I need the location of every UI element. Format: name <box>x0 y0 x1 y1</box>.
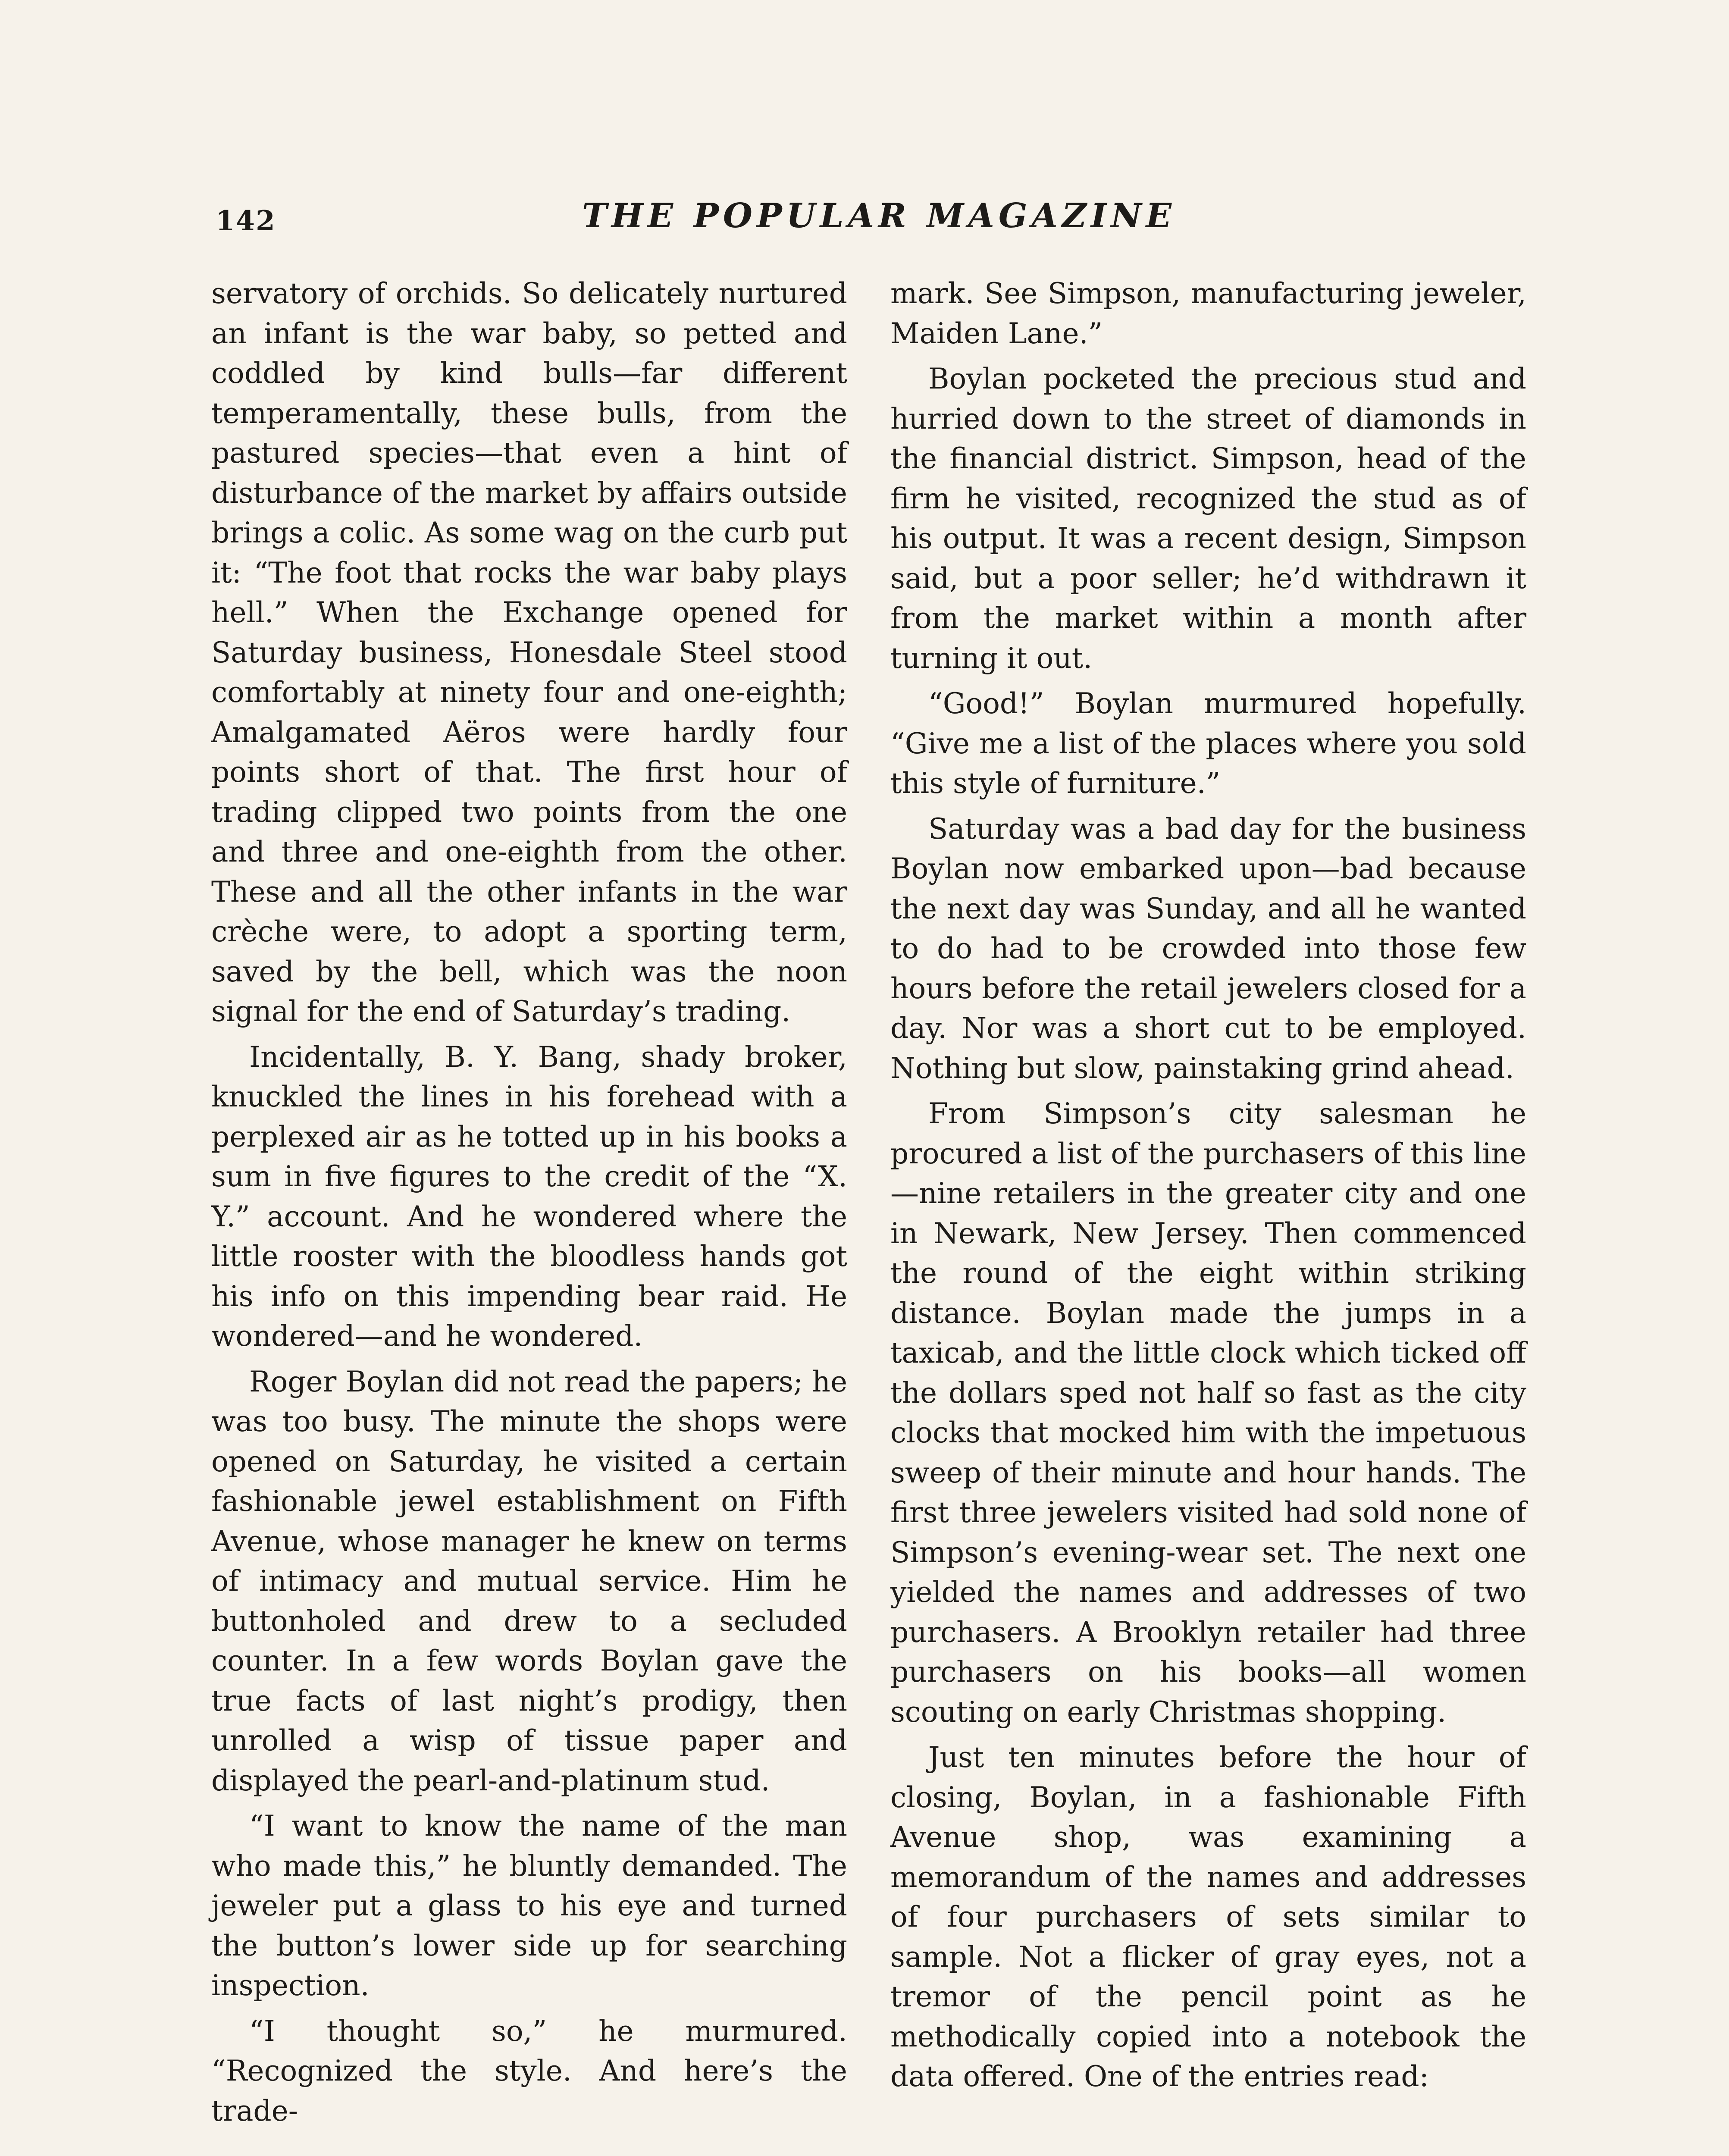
paragraph: Roger Boylan did not read the papers; he was too busy. The minute the shops were opened on Saturday, he visited a certain fashionable jewel establishment on Fifth Avenue, whose manager he knew on terms of intimacy and mutual service. Him he buttonholed and drew to a secluded counter. In a few words Boylan gave the true facts of last night’s prodigy, then unrolled a wisp of tissue paper and displayed the pearl-and-platinum stud. <box>211 1365 847 1797</box>
paragraph: Incidentally, B. Y. Bang, shady broker, knuckled the lines in his forehead with a perplexed air as he totted up in his books a sum in five figures to the credit of the “X. Y.” account. And he wondered where the little rooster with the bloodless hands got his info on this impending bear raid. He wondered—and he wondered. <box>211 1040 847 1353</box>
paragraph: “I want to know the name of the man who made this,” he bluntly demanded. The jeweler put a glass to his eye and turned the button’s lower side up for searching inspection. <box>211 1809 847 2002</box>
page-header <box>0 196 1729 248</box>
paragraph: Boylan pocketed the precious stud and hurried down to the street of diamonds in the financial district. Simpson, head of the firm he visited, recognized the stud as of his output. It was a recent design, Simpson said, but a poor seller; he’d withdrawn it from the market within a month after turning it out. <box>890 362 1526 675</box>
running-title: THE POPULAR MAGAZINE <box>582 196 1176 235</box>
paragraph: “Good!” Boylan murmured hopefully. “Give me a list of the places where you sold this style of furniture.” <box>890 687 1526 800</box>
paragraph: mark. See Simpson, manufacturing jeweler, Maiden Lane.” <box>890 277 1526 350</box>
paragraph: Just ten minutes before the hour of closing, Boylan, in a fashionable Fifth Avenue shop, was examining a memorandum of the names and addresses of four purchasers of sets similar to sample. Not a flicker of gray eyes, not a tremor of the pencil point as he methodically copied into a notebook the data offered. One of the entries read: <box>890 1741 1526 2093</box>
paragraph: Saturday was a bad day for the business Boylan now embarked upon—bad because the next day was Sunday, and all he wanted to do had to be crowded into those few hours before the retail jewelers closed for a day. Nor was a short cut to be employed. Nothing but slow, painstaking grind ahead. <box>890 812 1526 1085</box>
right-column <box>890 274 1526 2156</box>
left-column <box>211 274 847 2156</box>
page-number: 142 <box>216 205 276 237</box>
paragraph: From Simpson’s city salesman he procured a list of the purchasers of this line—nine retailers in the greater city and one in Newark, New Jersey. Then commenced the round of the eight within striking distance. Boylan made the jumps in a taxicab, and the little clock which ticked off the dollars sped not half so fast as the city clocks that mocked him with the impetuous sweep of their minute and hour hands. The first three jewelers visited had sold none of Simpson’s evening-wear set. The next one yielded the names and addresses of two purchasers. A Brooklyn retailer had three purchasers on his books—all women scouting on early Christmas shopping. <box>890 1097 1526 1729</box>
paragraph: “I thought so,” he murmured. “Recognized the style. And here’s the trade- <box>211 2014 847 2128</box>
paragraph: servatory of orchids. So delicately nurtured an infant is the war baby, so petted and coddled by kind bulls—far different temperamentally, these bulls, from the pastured species—that even a hint of disturbance of the market by affairs outside brings a colic. As some wag on the curb put it: “The foot that rocks the war baby plays hell.” When the Exchange opened for Saturday business, Honesdale Steel stood comfortably at ninety four and one-eighth; Amalgamated Aëros were hardly four points short of that. The first hour of trading clipped two points from the one and three and one-eighth from the other. These and all the other infants in the war crèche were, to adopt a sporting term, saved by the bell, which was the noon signal for the end of Saturday’s trading. <box>211 277 847 1028</box>
